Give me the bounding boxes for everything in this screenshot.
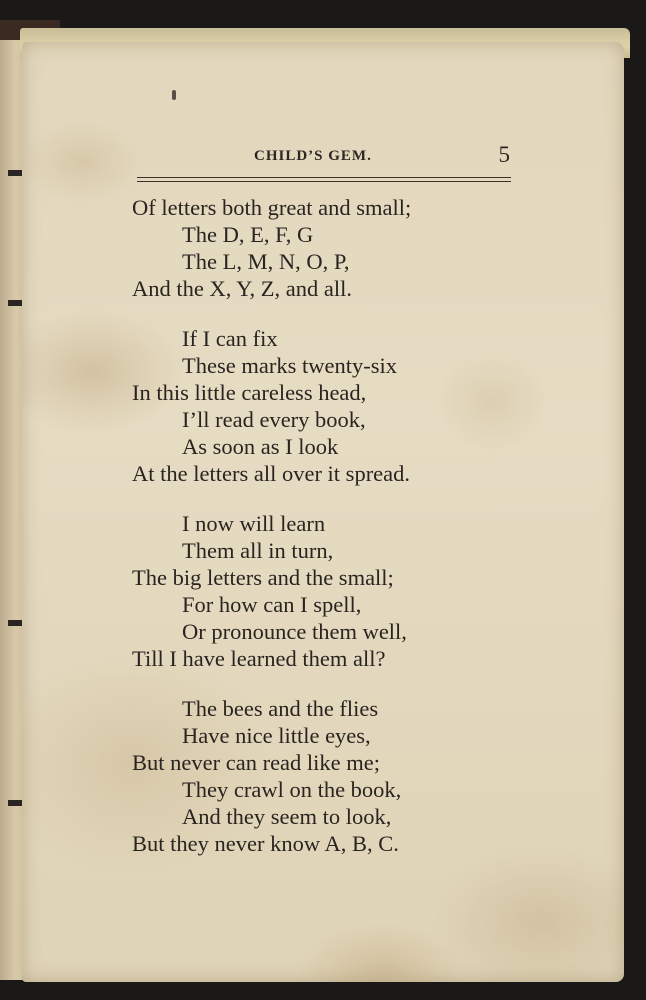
poem-line: The bees and the flies (182, 696, 379, 721)
poem-line: But never can read like me; (132, 750, 381, 775)
poem-stanza (132, 510, 522, 672)
poem-line: In this little careless head, (132, 380, 367, 405)
poem-line: I now will learn (182, 511, 326, 536)
poem-line: And the X, Y, Z, and all. (132, 276, 352, 301)
page-tear-mark (8, 800, 22, 806)
poem-line: But they never know A, B, C. (132, 831, 399, 856)
poem-line: I’ll read every book, (182, 407, 366, 432)
page-tear-mark (8, 170, 22, 176)
poem-stanza (132, 194, 522, 302)
page-tear-mark (8, 620, 22, 626)
running-title: CHILD’S GEM. (254, 148, 372, 164)
poem-line: As soon as I look (182, 434, 339, 459)
running-header (132, 142, 522, 174)
poem-line: Till I have learned them all? (132, 646, 386, 671)
poem-line: Have nice little eyes, (182, 723, 371, 748)
page-number: 5 (498, 142, 510, 167)
poem-stanza (132, 325, 522, 487)
page-content (132, 142, 522, 856)
page-tear-mark (8, 300, 22, 306)
poem-text (132, 194, 522, 880)
poem-line: Them all in turn, (182, 538, 334, 563)
poem-line: These marks twenty-six (182, 353, 397, 378)
poem-line: Or pronounce them well, (182, 619, 407, 644)
poem-line: The L, M, N, O, P, (182, 249, 350, 274)
poem-line: They crawl on the book, (182, 777, 402, 802)
poem-line: For how can I spell, (182, 592, 362, 617)
poem-line: If I can fix (182, 326, 278, 351)
poem-line: The big letters and the small; (132, 565, 394, 590)
ink-speck (172, 90, 176, 100)
poem-line: And they seem to look, (182, 804, 392, 829)
poem-stanza (132, 695, 522, 857)
poem-line: Of letters both great and small; (132, 195, 412, 220)
header-rule (137, 177, 511, 178)
book-page (22, 42, 624, 982)
poem-line: The D, E, F, G (182, 222, 314, 247)
poem-line: At the letters all over it spread. (132, 461, 411, 486)
header-rule (137, 181, 511, 182)
